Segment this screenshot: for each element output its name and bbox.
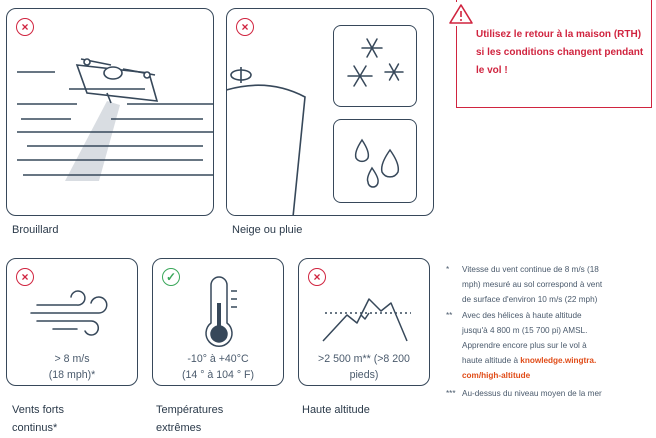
temperature-value-line2: (14 ° à 104 ° F) <box>181 369 255 381</box>
not-allowed-icon: × <box>308 268 326 286</box>
snow-panel <box>333 25 417 107</box>
temperature-caption-line2: extrêmes <box>156 422 202 434</box>
footnote-line: Avec des hélices à haute altitude <box>462 311 582 320</box>
footnote-line: de surface d'environ 10 m/s (22 mph) <box>462 295 598 304</box>
altitude-card <box>298 258 430 386</box>
footnote-line: Vitesse du vent continue de 8 m/s (18 <box>462 265 599 274</box>
altitude-caption: Haute altitude <box>302 404 370 416</box>
temperature-card <box>152 258 284 386</box>
footnote-line: jusqu'à 4 800 m (15 700 pi) AMSL. <box>462 326 588 335</box>
footnote-marker: ** <box>446 311 453 320</box>
footnote-line: Au-dessus du niveau moyen de la mer <box>462 389 602 398</box>
fog-card <box>6 8 214 216</box>
not-allowed-icon: × <box>16 268 34 286</box>
temperature-caption-line1: Températures <box>156 404 224 416</box>
altitude-value-line1: >2 500 m** (>8 200 <box>318 353 410 365</box>
wind-card <box>6 258 138 386</box>
footnote-line <box>462 353 656 368</box>
wind-caption-line2: continus* <box>12 422 58 434</box>
snow-rain-card <box>226 8 434 216</box>
warning-triangle-icon <box>447 2 475 26</box>
raindrop-icon <box>334 120 418 204</box>
wind-value-line2: (18 mph)* <box>48 369 96 381</box>
wind-value-line1: > 8 m/s <box>54 353 90 365</box>
snowflake-icon <box>334 26 418 108</box>
footnote-line: Apprendre encore plus sur le vol à <box>462 341 587 350</box>
temperature-value-line1: -10° à +40°C <box>187 353 249 365</box>
not-allowed-icon: × <box>236 18 254 36</box>
allowed-check-icon: ✓ <box>162 268 180 286</box>
fog-caption: Brouillard <box>12 224 59 236</box>
rain-panel <box>333 119 417 203</box>
rth-warning-text: Utilisez le retour à la maison (RTH) si les conditions changent pendant le vol ! <box>476 29 644 76</box>
altitude-value-line2: pieds) <box>349 369 379 381</box>
snow-rain-caption: Neige ou pluie <box>232 224 303 236</box>
footnote-line-text: haute altitude à <box>462 356 521 365</box>
knowledge-link-cont[interactable]: com/high-altitude <box>462 371 531 380</box>
wind-caption-line1: Vents forts <box>12 404 64 416</box>
rth-warning-box <box>456 0 652 108</box>
footnote-marker: * <box>446 265 450 274</box>
knowledge-link[interactable]: knowledge.wingtra. <box>520 356 597 365</box>
fog-drone-illustration <box>7 9 214 216</box>
footnote-marker: *** <box>446 389 456 398</box>
not-allowed-icon: × <box>16 18 34 36</box>
footnote-line: mph) mesuré au sol correspond à vent <box>462 280 603 289</box>
